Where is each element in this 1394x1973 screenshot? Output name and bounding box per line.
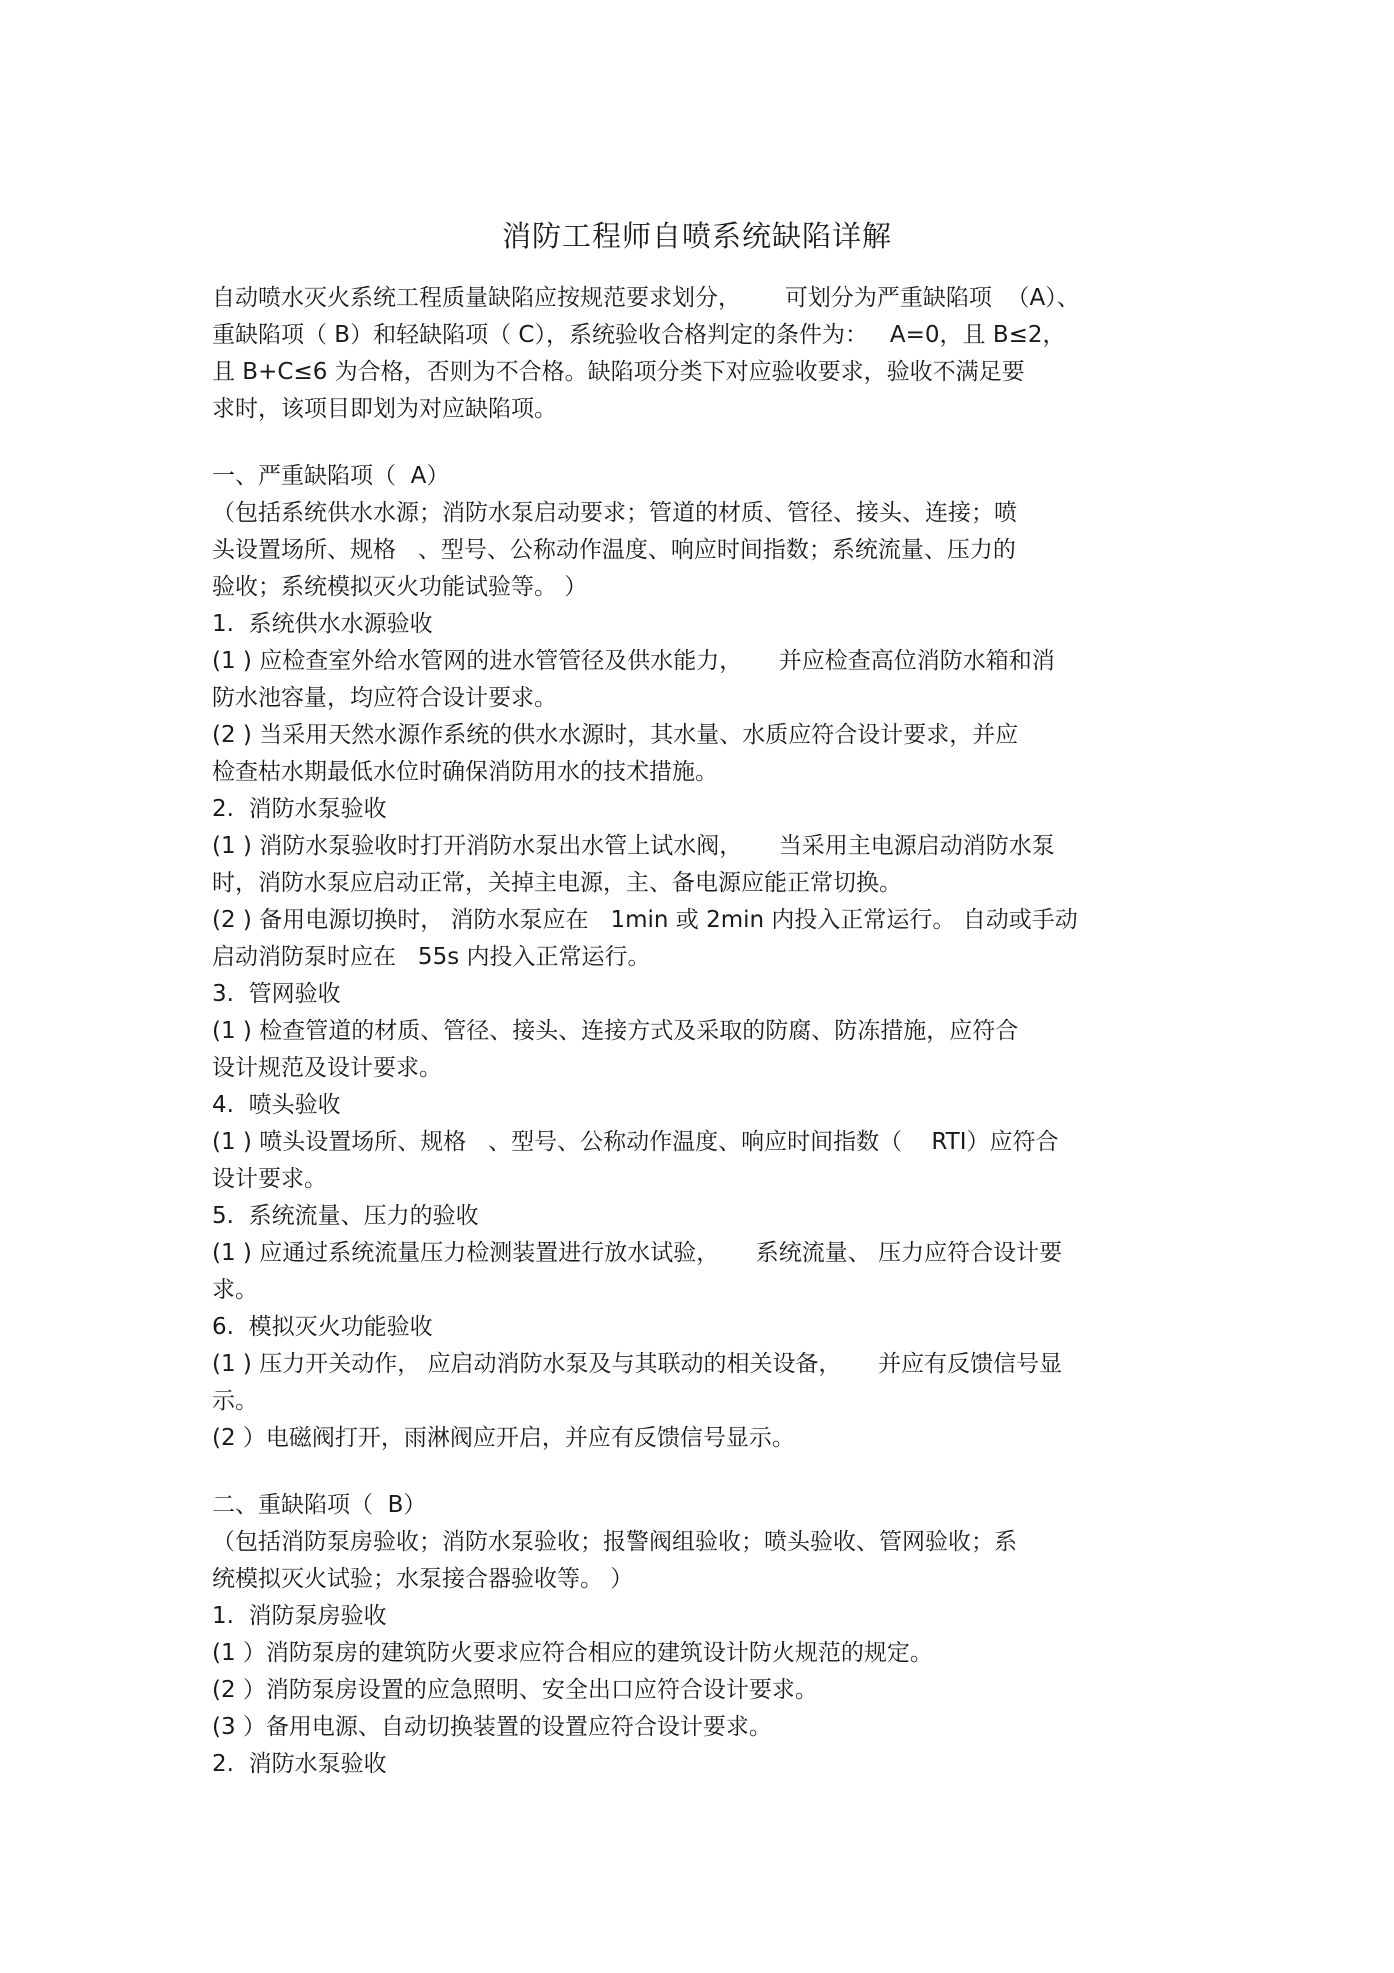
text-line: 启动消防泵时应在 55s 内投入正常运行。 (212, 944, 651, 970)
text-line: 检查枯水期最低水位时确保消防用水的技术措施。 (212, 759, 718, 785)
section-major-defects (212, 1487, 1197, 1783)
text-line: （包括系统供水水源；消防水泵启动要求；管道的材质、管径、接头、连接；喷 (212, 500, 1017, 526)
text-line: 求时，该项目即划为对应缺陷项。 (212, 396, 557, 422)
section-heading: 二、重缺陷项（ B） (212, 1492, 427, 1518)
text-line: (1 ) 喷头设置场所、规格 、型号、公称动作温度、响应时间指数（ RTI）应符合 (212, 1129, 1059, 1155)
paragraph-gap (212, 1457, 1197, 1487)
paragraph-gap (212, 428, 1197, 458)
text-line: (1 ) 应检查室外给水管网的进水管管径及供水能力， 并应检查高位消防水箱和消 (212, 648, 1055, 674)
subsection-heading: 5. 系统流量、压力的验收 (212, 1203, 479, 1229)
text-line: 重缺陷项（ B）和轻缺陷项（ C），系统验收合格判定的条件为： A=0，且 B≤2， (212, 322, 1066, 348)
text-line: 示。 (212, 1388, 258, 1414)
text-line: (3 ）备用电源、自动切换装置的设置应符合设计要求。 (212, 1714, 772, 1740)
subsection-heading: 1. 系统供水水源验收 (212, 611, 433, 637)
text-line: 头设置场所、规格 、型号、公称动作温度、响应时间指数；系统流量、压力的 (212, 537, 1016, 563)
text-line: (1 ) 检查管道的材质、管径、接头、连接方式及采取的防腐、防冻措施，应符合 (212, 1018, 1019, 1044)
subsection-heading: 3. 管网验收 (212, 981, 341, 1007)
section-severe-defects (212, 458, 1197, 1457)
text-line: 设计规范及设计要求。 (212, 1055, 442, 1081)
subsection-heading: 4. 喷头验收 (212, 1092, 341, 1118)
document-title: 消防工程师自喷系统缺陷详解 (501, 219, 892, 253)
text-line: 验收；系统模拟灭火功能试验等。 ） (212, 574, 588, 600)
subsection-heading: 2. 消防水泵验收 (212, 796, 387, 822)
section-heading: 一、严重缺陷项（ A） (212, 463, 450, 489)
subsection-heading: 6. 模拟灭火功能验收 (212, 1314, 433, 1340)
text-line: (1 ) 消防水泵验收时打开消防水泵出水管上试水阀， 当采用主电源启动消防水泵 (212, 833, 1055, 859)
text-line: （包括消防泵房验收；消防水泵验收；报警阀组验收；喷头验收、管网验收；系 (212, 1529, 1017, 1555)
text-line: (1 ) 应通过系统流量压力检测装置进行放水试验， 系统流量、 压力应符合设计要 (212, 1240, 1063, 1266)
text-line: 设计要求。 (212, 1166, 327, 1192)
document-body (212, 280, 1197, 1783)
intro-paragraph (212, 280, 1197, 428)
subsection-heading: 1. 消防泵房验收 (212, 1603, 387, 1629)
text-line: (2 ) 备用电源切换时， 消防水泵应在 1min 或 2min 内投入正常运行。 自动或手动 (212, 907, 1078, 933)
text-line: (1 ）消防泵房的建筑防火要求应符合相应的建筑设计防火规范的规定。 (212, 1640, 933, 1666)
text-line: (1 ) 压力开关动作， 应启动消防水泵及与其联动的相关设备， 并应有反馈信号显 (212, 1351, 1063, 1377)
text-line: 统模拟灭火试验；水泵接合器验收等。 ） (212, 1566, 634, 1592)
text-line: (2 ）消防泵房设置的应急照明、安全出口应符合设计要求。 (212, 1677, 818, 1703)
text-line: (2 ) 当采用天然水源作系统的供水水源时，其水量、水质应符合设计要求，并应 (212, 722, 1019, 748)
subsection-heading: 2. 消防水泵验收 (212, 1751, 387, 1777)
text-line: (2 ）电磁阀打开，雨淋阀应开启，并应有反馈信号显示。 (212, 1425, 795, 1451)
text-line: 时，消防水泵应启动正常，关掉主电源，主、备电源应能正常切换。 (212, 870, 902, 896)
text-line: 防水池容量，均应符合设计要求。 (212, 685, 557, 711)
text-line: 自动喷水灭火系统工程质量缺陷应按规范要求划分， 可划分为严重缺陷项 （A）、 (212, 285, 1080, 311)
text-line: 求。 (212, 1277, 258, 1303)
text-line: 且 B+C≤6 为合格，否则为不合格。缺陷项分类下对应验收要求，验收不满足要 (212, 359, 1025, 385)
